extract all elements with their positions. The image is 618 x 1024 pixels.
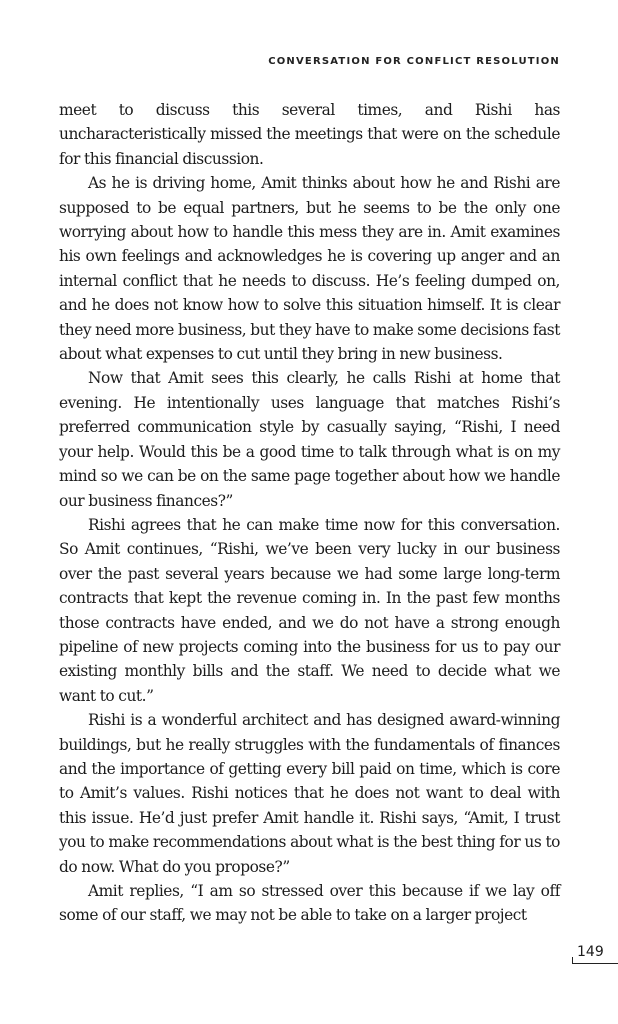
paragraph: Amit replies, “I am so stressed over this because if we lay off some of our staff, we may not be able to take on a larger project bbox=[59, 882, 560, 925]
paragraph: Now that Amit sees this clearly, he calls Rishi at home that evening. He intentionally uses language that matches Rishi’s preferred communication style by casually saying, “Rishi, I need your help. Would this be a good time to talk through what is on my mind so we can be on the same page together about how we handle our business finances?” bbox=[59, 369, 560, 510]
body-text bbox=[59, 98, 560, 928]
folio-rule-tick bbox=[572, 957, 573, 964]
running-head: CONVERSATION FOR CONFLICT RESOLUTION bbox=[268, 56, 560, 67]
page-number: 149 bbox=[577, 944, 604, 960]
paragraph: Rishi is a wonderful architect and has designed award-winning buildings, but he really struggles with the fundamentals of finances and the importance of getting every bill paid on time, which is core to Amit’s values. Rishi notices that he does not want to deal with this issue. He’d just prefer Amit handle it. Rishi says, “Amit, I trust you to make recommendations about what is the best thing for us to do now. What do you propose?” bbox=[59, 711, 560, 876]
page-number-box bbox=[572, 943, 618, 964]
paragraph-continued: meet to discuss this several times, and Rishi has uncharacteristically missed the meetings that were on the schedule for this financial discussion. bbox=[59, 101, 560, 168]
paragraph: Rishi agrees that he can make time now for this conversation. So Amit continues, “Rishi, we’ve been very lucky in our business over the past several years because we had some large long-term contracts that kept the revenue coming in. In the past few months those contracts have ended, and we do not have a strong enough pipeline of new projects coming into the business for us to pay our existing monthly bills and the staff. We need to decide what we want to cut.” bbox=[59, 515, 560, 705]
paragraph: As he is driving home, Amit thinks about how he and Rishi are supposed to be equal partners, but he seems to be the only one worrying about how to handle this mess they are in. Amit examines his own feelings and acknowledges he is covering up anger and an internal conflict that he needs to discuss. He’s feeling dumped on, and he does not know how to solve this situation himself. It is clear they need more business, but they have to make some decisions fast about what expenses to cut until they bring in new business. bbox=[59, 174, 560, 364]
